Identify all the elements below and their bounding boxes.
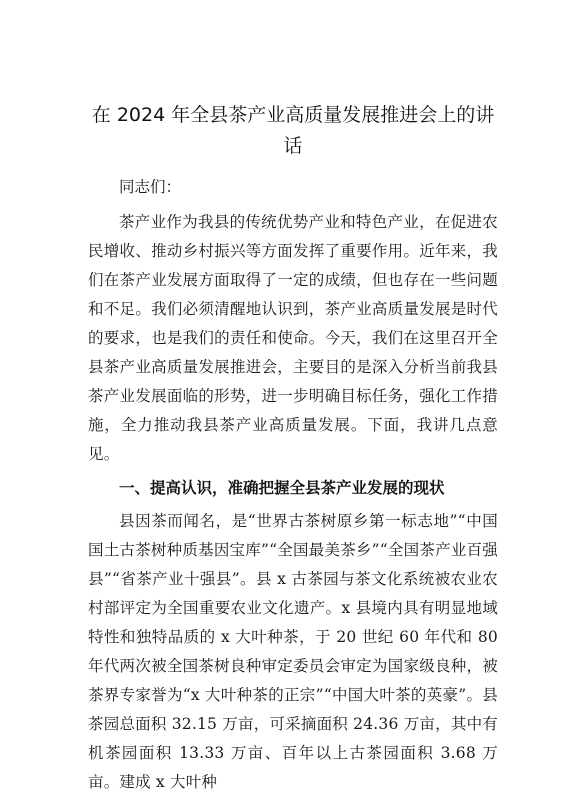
section-heading-1: 一、提高认识，准确把握全县茶产业发展的现状 xyxy=(119,479,445,497)
document-title: 在 2024 年全县茶产业高质量发展推进会上的讲话 xyxy=(91,104,495,157)
paragraph-intro: 茶产业作为我县的传统优势产业和特色产业，在促进农民增收、推动乡村振兴等方面发挥了重要作用。近年来，我们在茶产业发展方面取得了一定的成绩，但也存在一些问题和不足。我们必须清醒地认识到，茶产业高质量发展是时代的要求，也是我们的责任和使命。今天，我们在这里召开全县茶产业高质量发展推进会，主要目的是深入分析当前我县茶产业发展面临的形势，进一步明确目标任务，强化工作措施，全力推动我县茶产业高质量发展。下面，我讲几点意见。 xyxy=(88,213,498,463)
salutation: 同志们： xyxy=(119,178,182,196)
paragraph-status: 县因茶而闻名，是“世界古茶树原乡第一标志地”“中国国土古茶树种质基因宝库”“全国最美茶乡”“全国茶产业百强县”“省茶产业十强县”。县 x 古茶园与茶文化系统被农业农村部评定为全国重要农业文化遗产。x 县境内具有明显地域特性和独特品质的 x 大叶种茶，于 20 世纪 60 年代和 80 年代两次被全国茶树良种审定委员会审定为国家级良种，被茶界专家誉为“x 大叶种茶的正宗”“中国大叶茶的英豪”。县茶园总面积 32.15 万亩，可采摘面积 24.36 万亩，其中有机茶园面积 13.33 万亩、百年以上古茶园面积 3.68 万亩。建成 x 大叶种 xyxy=(88,512,498,791)
